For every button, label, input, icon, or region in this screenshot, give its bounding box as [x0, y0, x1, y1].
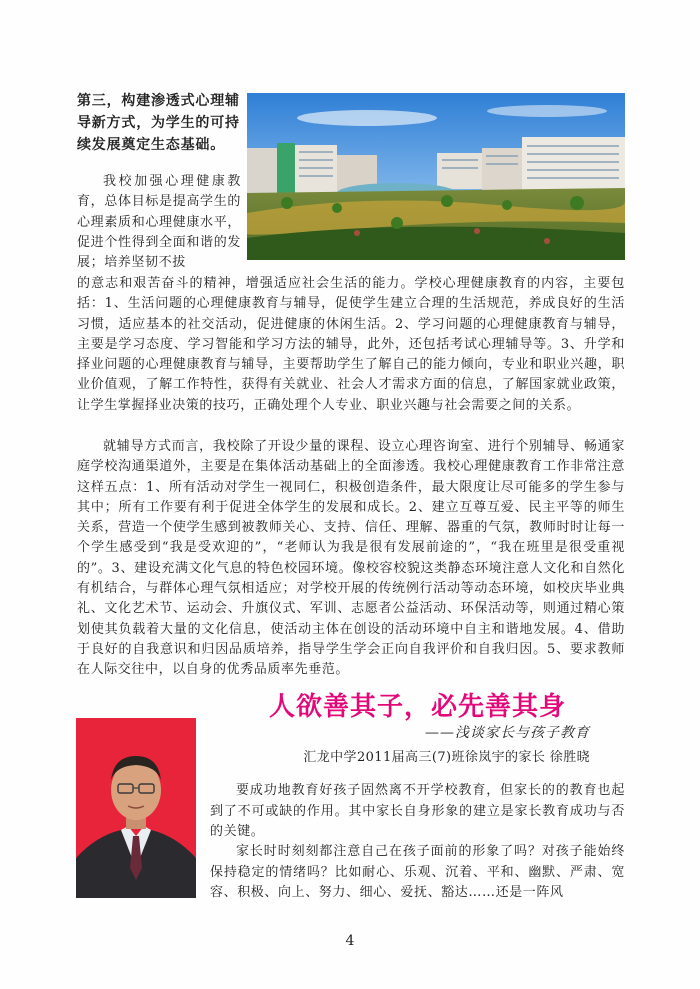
section-heading: 第三，构建渗透式心理辅导新方式，为学生的可持续发展奠定生态基础。	[77, 93, 240, 153]
article-paragraph-2: 家长时时刻刻都注意自己在孩子面前的形象了吗？对孩子能始终保持稳定的情绪吗？比如耐心、乐观、沉着、平和、幽默、严肃、宽容、积极、向上、努力、细心、爱抚、豁达……还是一阵风	[210, 844, 625, 900]
paragraph-2: 就辅导方式而言，我校除了开设少量的课程、设立心理咨询室、进行个别辅导、畅通家庭学校沟通渠道外，主要是在集体活动基础上的全面渗透。我校心理健康教育工作非常注意这样五点：1、所有活动对学生一视同仁，积极创造条件，最大限度让尽可能多的学生参与其中；所有工作要有利于促进全体学生的发展和成长。2、建立互尊互爱、民主平等的师生关系，营造一个使学生感到被教师关心、支持、信任、理解、器重的气氛，教师时时让每一个学生感受到“我是受欢迎的”，“老师认为我是很有发展前途的”，“我在班里是很受重视的”。3、建设充满文化气息的特色校园环境。像校容校貌这类静态环境注意人文化和自然化有机结合，与群体心理气氛相适应；对学校开展的传统例行活动等动态环境，如校庆毕业典礼、文化艺术节、运动会、升旗仪式、军训、志愿者公益活动、环保活动等，则通过精心策划使其负载着大量的文化信息，使活动主体在创设的活动环境中自主和谐地发展。4、借助于良好的自我意识和归因品质培养，指导学生学会正向自我评价和自我归因。5、要求教师在人际交往中，以自身的优秀品质率先垂范。	[77, 439, 625, 678]
article-paragraph-1: 要成功地教育好孩子固然离不开学校教育，但家长的的教育也起到了不可或缺的作用。其中家长自身形象的建立是家长教育成功与否的关键。	[210, 783, 625, 839]
paragraph-1-wrapped: 我校加强心理健康教育，总体目标是提高学生的心理素质和心理健康水平，促进个性得到全面和谐的发展；培养坚韧不拔	[77, 174, 241, 271]
campus-photo	[247, 93, 625, 260]
article-subtitle: ——浅谈家长与孩子教育	[425, 725, 590, 741]
paragraph-1-full: 的意志和艰苦奋斗的精神，增强适应社会生活的能力。学校心理健康教育的内容，主要包括：1、生活问题的心理健康教育与辅导，促使学生建立合理的生活规范，养成良好的生活习惯，适应基本的社交活动，促进健康的休闲生活。2、学习问题的心理健康教育与辅导，主要是学习态度、学习智能和学习方法的辅导，此外，还包括考试心理辅导等。3、升学和择业问题的心理健康教育与辅导，主要帮助学生了解自己的能力倾向，专业和职业兴趣，职业价值观，了解工作特性，获得有关就业、社会人才需求方面的信息，了解国家就业政策，让学生掌握择业决策的技巧，正确处理个人专业、职业兴趣与社会需要之间的关系。	[77, 276, 625, 413]
article-title: 人欲善其子，必先善其身	[268, 692, 566, 722]
author-portrait	[76, 718, 196, 898]
author-line: 汇龙中学2011届高三(7)班徐岚宇的家长 徐胜晓	[303, 750, 590, 765]
page-number: 4	[345, 933, 355, 949]
